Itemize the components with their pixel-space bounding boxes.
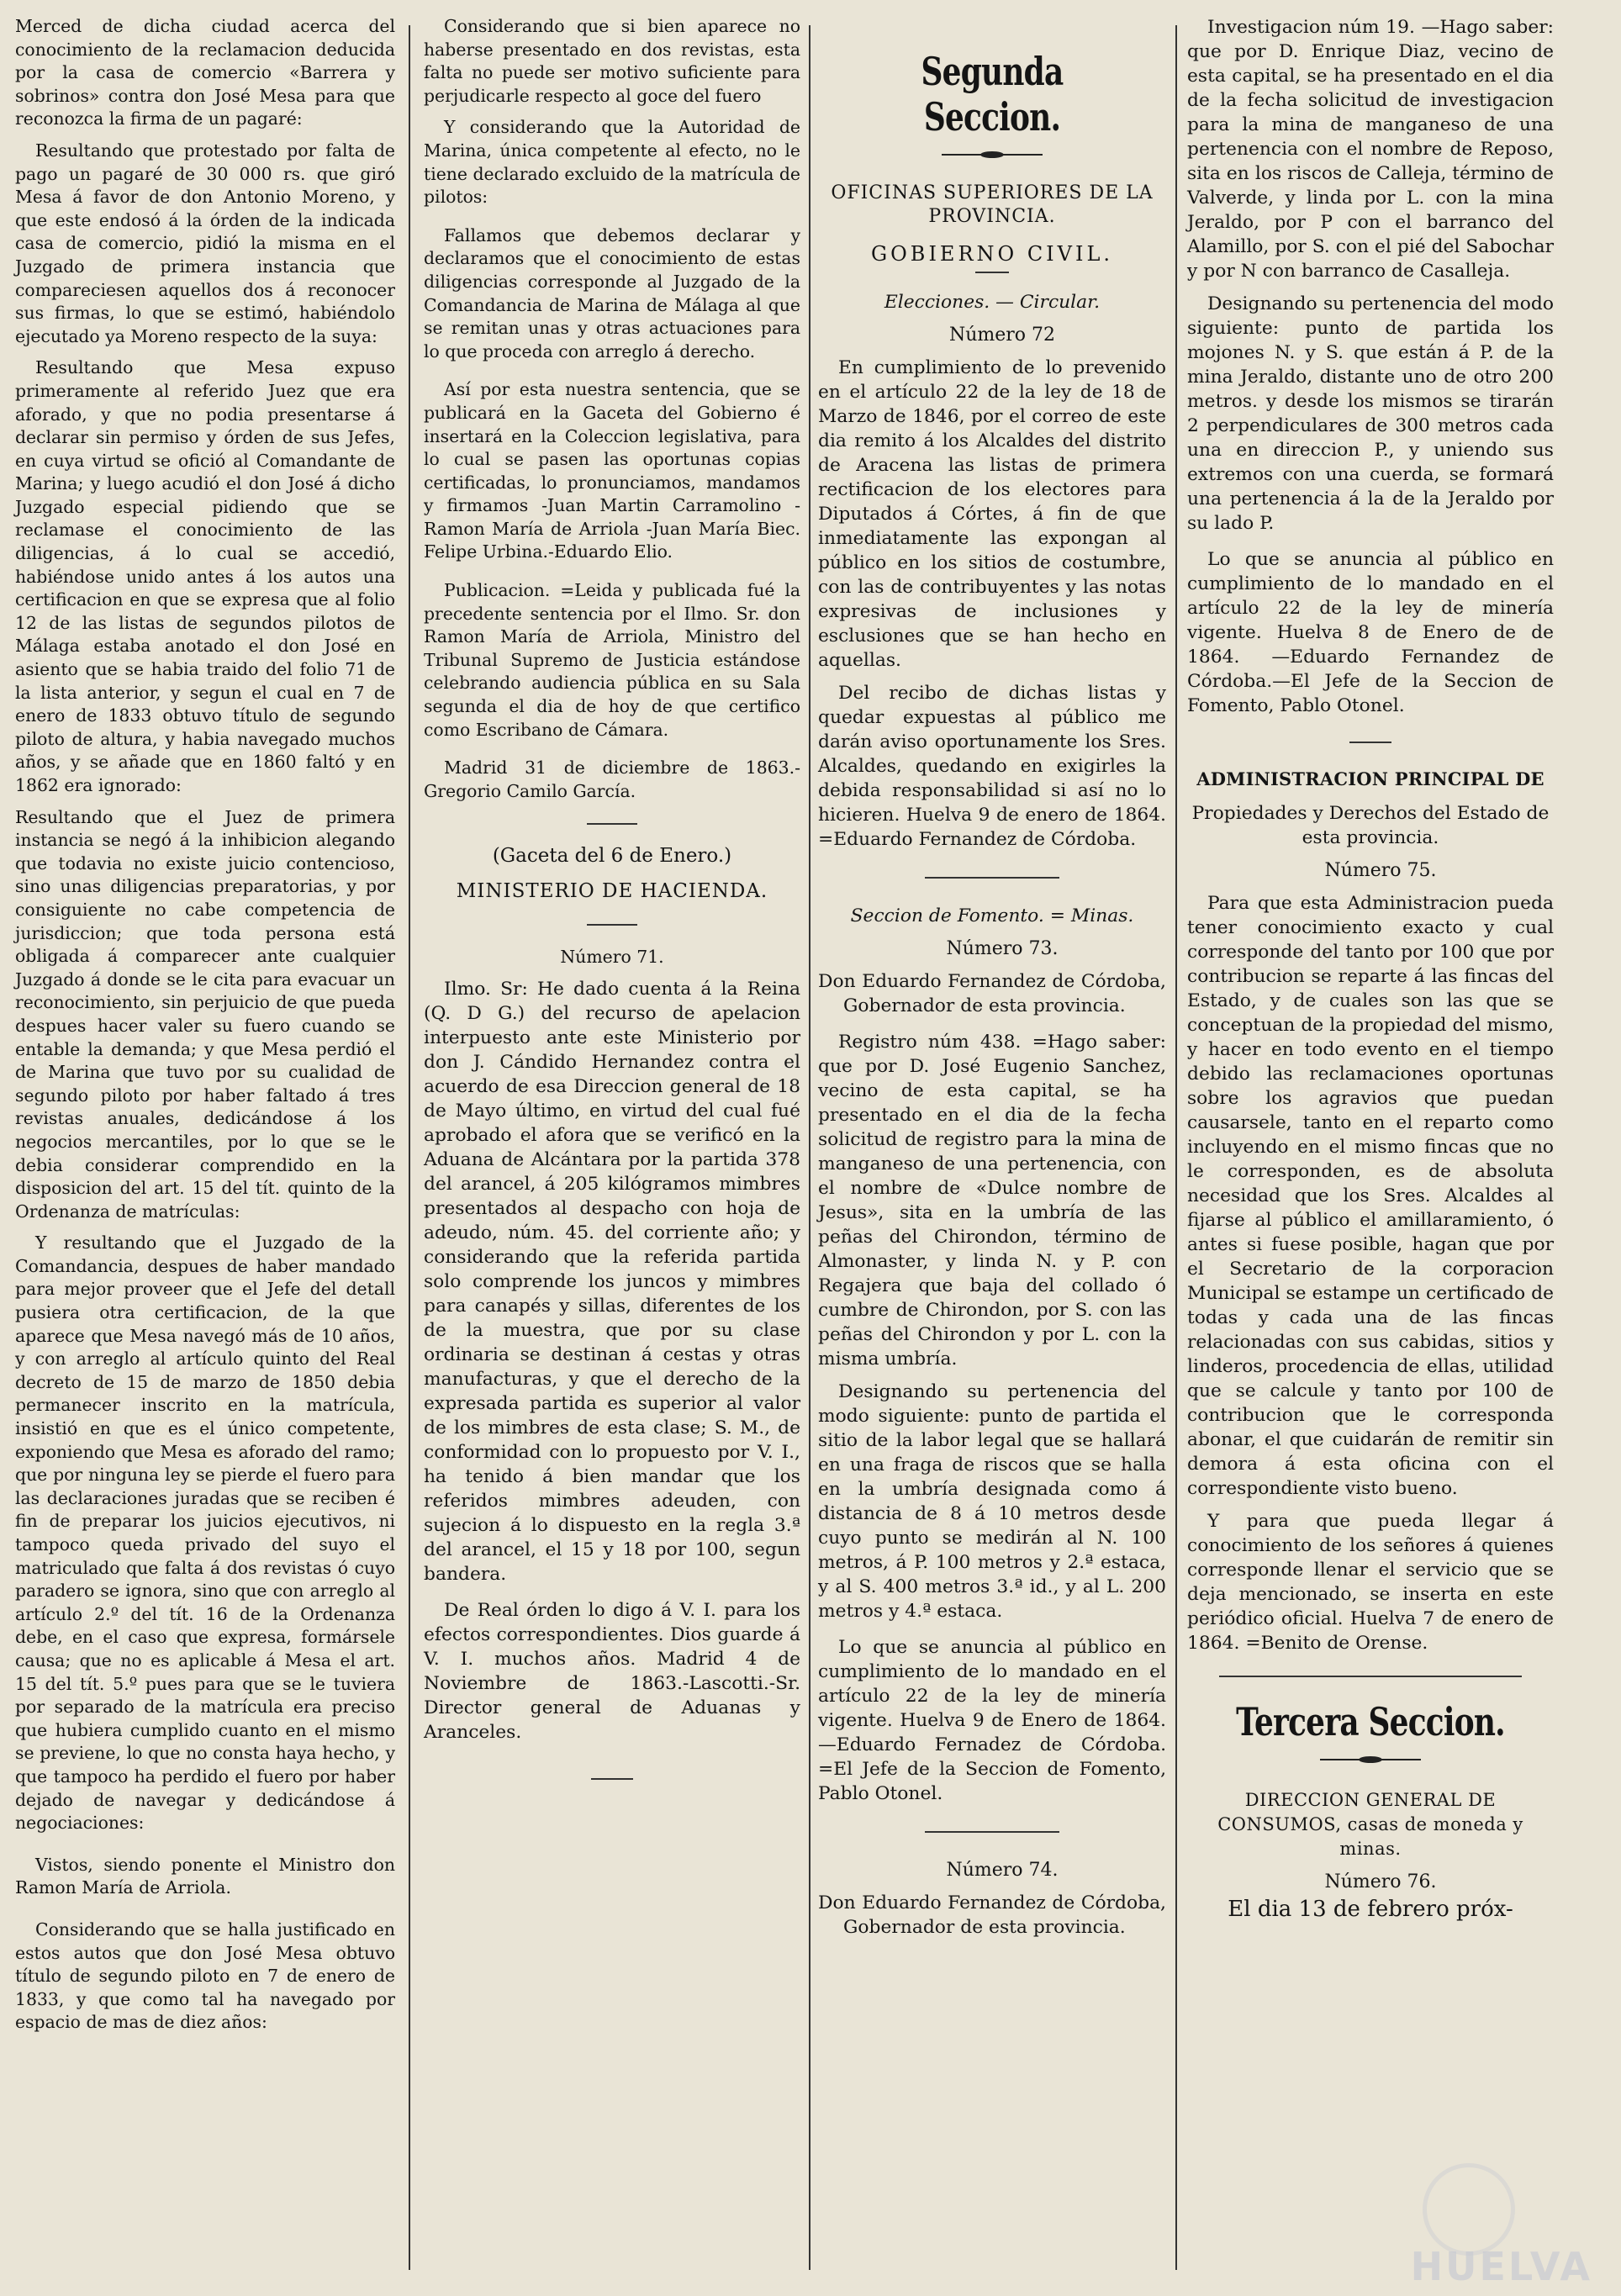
separator (975, 272, 1009, 273)
paragraph: Lo que se anuncia al público en cumplimiento de lo mandado en el artículo 22 de la ley de minería vigente. Huelva 8 de Enero de de 1864. —Eduardo Fernandez de Córdoba.—El Jefe de la Seccion de Fomento, Pablo Otonel. (1187, 549, 1554, 716)
paragraph: Registro núm 438. =Hago saber: que por D. José Eugenio Sanchez, vecino de esta capital, se ha presentado en el dia de la fecha solicitud de registro para la mina de manganeso de una pertenencia, con el nombre de «Dulce nombre de Jesus», sita en la umbría de las peñas del Chirondon, término de Almonaster, y linda N. y P. con Regajera que baja del collado ó cumbre de Chirondon, por S. con las peñas del Chirondon y por L. con la misma umbría. (818, 1032, 1166, 1370)
direccion-heading: DIRECCION GENERAL DE CONSUMOS, casas de moneda y minas. (1217, 1790, 1523, 1859)
paragraph: Considerando que si bien aparece no haberse presentado en dos revistas, esta falta no puede ser motivo suficiente para perjudicarle respecto al goce del fuero (424, 16, 800, 106)
paragraph: En cumplimiento de lo prevenido en el artículo 22 de la ley de 18 de Marzo de 1846, por el correo de este dia remito á los Alcaldes del distrito de Aracena las listas de primera rectificacion de los electores para Diputados á Córtes, á fin de que inmediatamente las expongan al público en los sitios de costumbre, con las de contribuyentes y las notas expresivas de inclusiones y esclusiones que se han hecho en aquellas. (818, 357, 1166, 671)
separator (587, 823, 637, 825)
numero-74: Número 74. (946, 1860, 1059, 1881)
section-title: Segunda Seccion. (921, 49, 1064, 140)
separator (591, 1778, 633, 1780)
paragraph: Y resultando que el Juzgado de la Comandancia, despues de haber mandado para mejor proveer que el Jefe del detall pusiera otra certificacion, de la que aparece que Mesa navegó más de 10 años, y con arreglo al artículo quinto del Real decreto de 15 de marzo de 1850 debia permanecer inscrito en la matrícula, insistió en que es el único competente, exponiendo que Mesa es aforado del ramo; que por ninguna ley se pierde el fuero para las declaraciones juradas que se reciben é fin de preparar los juicios ejecutivos, ni tampoco queda privado del suyo el matriculado que falta á dos revistas ó cuyo paradero se ignora, sino que con arreglo al artículo 2.º del tít. 16 de la Ordenanza debe, en el caso que expresa, formársele causa; que no es aplicable á Mesa el art. 15 del tít. 5.º pues para que se le tuviera por separado de la matrícula era preciso que hubiera cumplido cuanto en el mismo se previene, lo que no consta haya hecho, y que tampoco ha perdido el fuero por haber dejado de navegar y dedicándose á negociaciones: (15, 1232, 395, 1834)
paragraph: Merced de dicha ciudad acerca del conocimiento de la reclamacion deducida por la casa de comercio «Barrera y sobrinos» contra don José Mesa para que reconozca la firma de un pagaré: (15, 16, 395, 129)
fomento-heading: Seccion de Fomento. = Minas. (850, 905, 1134, 926)
column-4 (1187, 15, 1554, 1930)
separator (1219, 1676, 1522, 1677)
paragraph: Vistos, siendo ponente el Ministro don Ramon María de Arriola. (15, 1854, 395, 1898)
paragraph: Publicacion. =Leida y publicada fué la precedente sentencia por el Ilmo. Sr. don Ramon María de Arriola, Ministro del Tribunal Supremo de Justicia estándose celebrando audiencia pública en su Sala segunda el dia de hoy de que certifico como Escribano de Cámara. (424, 580, 800, 740)
paragraph: Investigacion núm 19. —Hago saber: que por D. Enrique Diaz, vecino de esta capital, se ha presentado en el dia de la fecha solicitud de investigacion para la mina de manganeso de una pertenencia con el nombre de Reposo, sita en los riscos de Calleja, término de Valverde, y linda por L. con la mina Jeraldo, por P con el barranco del Alamillo, por S. con el pié del Sabochar y por N con barranco de Casalleja. (1187, 17, 1554, 282)
paragraph: Lo que se anuncia al público en cumplimiento de lo mandado en el artículo 22 de la ley de minería vigente. Huelva 9 de Enero de 1864. —Eduardo Fernadez de Córdoba. =El Jefe de la Seccion de Fomento, Pablo Otonel. (818, 1637, 1166, 1804)
column-rule (809, 25, 810, 2270)
admin-heading: ADMINISTRACION PRINCIPAL DE (1196, 768, 1544, 789)
separator (587, 924, 637, 926)
separator (925, 1831, 1059, 1833)
numero-72: Número 72 (948, 325, 1056, 346)
paragraph: Resultando que protestado por falta de pago un pagaré de 30 000 rs. que giró Mesa á favor de don Antonio Moreno, y que este endosó á la órden de la indicada casa de comercio, pidió la misma en el Juzgado de primera instancia que compareciesen aquellos dos á reconocer sus firmas, lo que se estimó, habiéndolo ejecutado ya Moreno respecto de la suya: (15, 140, 395, 346)
props-heading: Propiedades y Derechos del Estado de esta provincia. (1191, 803, 1550, 848)
paragraph: Así por esta nuestra sentencia, que se publicará en la Gaceta del Gobierno é insertará en la Coleccion legislativa, para lo cual se pasen las oportunas copias certificadas, lo pronunciamos, mandamos y firmamos -Juan Martin Carramolino -Ramon María de Arriola -Juan María Biec. Felipe Urbina.-Eduardo Elio. (424, 379, 800, 562)
gaceta-date: (Gaceta del 6 de Enero.) (492, 845, 732, 868)
paragraph: Resultando que Mesa expuso primeramente al referido Juez que era aforado, y que no podia presentarse á declarar sin permiso y órden de sus Jefes, en cuya virtud se ofició al Comandante de Marina; y luego acudió el don José á dicho Juzgado especial pidiendo que se reclamase el conocimiento de las diligencias, á lo cual se accedió, habiéndose unido antes á los autos una certificacion en que se expresa que al folio 12 de las listas de segundos pilotos de Málaga estaba anotado el don José en asiento que se habia traido del folio 71 de la lista anterior, y segun el cual en 7 de enero de 1833 obtuvo título de segundo piloto de altura, y habia navegado muchos años, y se añade que en 1860 faltó y en 1862 era ignorado: (15, 357, 395, 795)
separator (925, 877, 1059, 879)
ministerio-heading: MINISTERIO DE HACIENDA. (456, 880, 768, 902)
column-rule (1175, 25, 1177, 2270)
paragraph: Para que esta Administracion pueda tener conocimiento exacto y cual corresponde del tanto por 100 que por contribucion se reparte á las fincas del Estado, y de cuales son las que se conceptuan de la propiedad del mismo, y hacer en todo evento en el tiempo debido las reclamaciones oportunas sobre los agravios que puedan causarsele, tanto en el reparto como incluyendo en el mismo fincas que no le corresponden, es de absoluta necesidad que los Sres. Alcaldes al fijarse al público el amillaramiento, ó antes si fuese posible, hagan que por el Secretario de la corporacion Municipal se estampe un certificado de todas y cada una de las fincas relacionadas con sus cabidas, sitios y linderos, procedencia de ellas, utilidad que se calcule y tanto por 100 de contribucion que le corresponda abonar, el que cuidarán de remitir sin demora á esta oficina con el correspondiente visto bueno. (1187, 893, 1554, 1499)
oficinas-heading: OFICINAS SUPERIORES DE LA PROVINCIA. (831, 182, 1154, 227)
paragraph: Designando su pertenencia del modo siguiente: punto de partida los mojones N. y S. que están á P. de la mina Jeraldo, distante uno de otro 200 metros. y desde los mismos se tirarán 2 perpendiculares de 300 metros cada una en direccion P., y uniendo sus extremos con una cuerda, se formará una pertenencia á la de la Jeraldo por su lado P. (1187, 293, 1554, 534)
paragraph: Don Eduardo Fernandez de Córdoba, Gobernador de esta provincia. (818, 1892, 1166, 1938)
column-rule (409, 25, 410, 2270)
paragraph: Y considerando que la Autoridad de Marina, única competente al efecto, no le tiene declarado excluido de la matrícula de pilotos: (424, 117, 800, 208)
paragraph: Don Eduardo Fernandez de Córdoba, Gobernador de esta provincia. (818, 971, 1166, 1016)
watermark-logo: HUELVA (1410, 2244, 1592, 2289)
paragraph: De Real órden lo digo á V. I. para los efectos correspondientes. Dios guarde á V. I. muchos años. Madrid 4 de Noviembre de 1863.-Lascotti.-Sr. Director general de Aduanas y Aranceles. (424, 1600, 800, 1744)
paragraph: Considerando que se halla justificado en estos autos que don José Mesa obtuvo título de segundo piloto en 7 de enero de 1833, y que como tal ha navegado por espacio de mas de diez años: (15, 1919, 395, 2033)
column-3 (818, 15, 1166, 1948)
elecciones-heading: Elecciones. — Circular. (884, 292, 1101, 313)
numero-73: Número 73. (946, 938, 1059, 959)
section-title-3: Tercera Seccion. (1236, 1699, 1505, 1744)
separator (1349, 742, 1391, 743)
paragraph: Del recibo de dichas listas y quedar expuestas al público me darán aviso oportunamente los Sres. Alcaldes, quedando en exigirles la debida responsabilidad si así no lo hicieren. Huelva 9 de enero de 1864. =Eduardo Fernandez de Córdoba. (818, 683, 1166, 850)
paragraph: Resultando que el Juez de primera instancia se negó á la inhibicion alegando que todavia no existe juicio contencioso, sino unas diligencias preparatorias, y por consiguiente no cabe competencia de jurisdiccion; que toda persona está obligada á comparecer ante cualquier Juzgado á donde se le cita para evacuar un reconocimiento, sin perjuicio de que pueda despues hacer valer su fuero cuando se entable la demanda; y que Mesa perdió el de Marina que tuvo por su cualidad de segundo piloto por haber faltado á tres revistas anuales, dedicándose á los negocios mercantiles, por lo que se le debia considerar comprendido en la disposicion del art. 15 del tít. quinto de la Ordenanza de matrículas: (15, 806, 395, 1222)
numero-75: Número 75. (1324, 860, 1437, 881)
numero-71: Número 71. (560, 946, 664, 967)
paragraph: El dia 13 de febrero próx- (1228, 1897, 1513, 1922)
column-1 (15, 15, 395, 2043)
archive-seal-icon (1423, 2163, 1515, 2256)
gobierno-heading: GOBIERNO CIVIL. (870, 242, 1114, 266)
paragraph: Y para que pueda llegar á conocimiento de los señores á quienes corresponde llenar el servicio que se deja mencionado, se inserta en este periódico oficial. Huelva 7 de enero de 1864. =Benito de Orense. (1187, 1511, 1554, 1654)
paragraph: Madrid 31 de diciembre de 1863.-Gregorio Camilo García. (424, 757, 800, 801)
ornament (942, 151, 1043, 158)
paragraph: Designando su pertenencia del modo siguiente: punto de partida el sitio de la labor legal que se hallará en una fraga de riscos que se halla en la umbría designada como á distancia de 8 á 10 metros desde cuyo punto se medirán al N. 100 metros, á P. 100 metros y 2.ª estaca, y al S. 400 metros 3.ª id., y al L. 200 metros y 4.ª estaca. (818, 1381, 1166, 1622)
paragraph: Ilmo. Sr: He dado cuenta á la Reina (Q. D G.) del recurso de apelacion interpuesto ante este Ministerio por don J. Cándido Hernandez contra el acuerdo de esa Direccion general de 18 de Mayo último, en virtud del cual fué aprobado el afora que se verificó en la Aduana de Alcántara por la partida 378 del arancel, á 205 kilógramos mimbres presentados al despacho con hoja de adeudo, núm. 45. del corriente año; y considerando que la referida partida solo comprende los juncos y mimbres para canapés y sillas, diferentes de los de la muestra, que por su clase ordinaria se destinan á cestas y otras manufacturas, y que el derecho de la expresada partida es superior al valor de los mimbres de esta clase; S. M., de conformidad con lo propuesto por V. I., ha tenido á bien mandar que los referidos mimbres adeuden, con sujecion á lo dispuesto en la regla 3.ª del arancel, el 15 y 18 por 100, segun bandera. (424, 979, 800, 1586)
numero-76: Número 76. (1324, 1871, 1437, 1892)
column-2 (424, 15, 800, 1800)
ornament (1320, 1756, 1421, 1763)
paragraph: Fallamos que debemos declarar y declaramos que el conocimiento de estas diligencias corresponde al Juzgado de la Comandancia de Marina de Málaga al que se remitan unas y otras actuaciones para lo que proceda con arreglo á derecho. (424, 224, 800, 362)
